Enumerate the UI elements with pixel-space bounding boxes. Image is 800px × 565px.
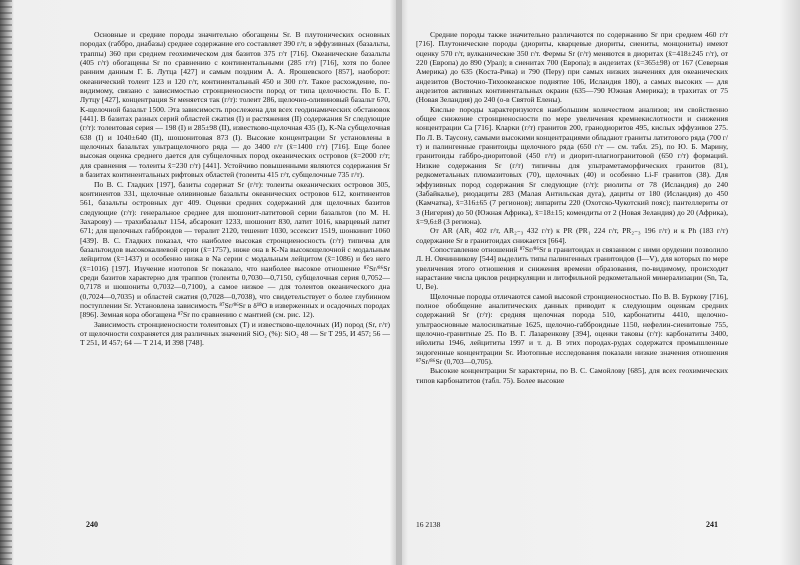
paragraph: Средние породы также значительно различаются по содержанию Sr при среднем 460 г/т [716]. Плутонические породы (диориты, кварцевые диориты, сиениты, монцониты) имеют оценку 570 г/т, вулканические 350 г/т. Фермы Sr (г/т) меняются в диоритах (x̄=418±245 г/т), от 220 (Европа) до 890 (Урал); в сиенитах 700 (Европа); в андезитах (x̄=365±98) от 167 (Северная Америка) до 635 (Коста-Рика) и 790 (Перу) при самых низких значениях для океанических андезитов (Восточно-Тихоокеанское поднятие 106, Исландия 180), а самых высоких — для андезитов активных континентальных окраин (635—790 Южная Америка); в трахитах от 75 (Новая Зеландия) до 240 (о-в Святой Елены).: [416, 30, 728, 105]
left-page: [80, 30, 390, 348]
signature-mark: 16 2138: [416, 520, 441, 529]
page-number-left: 240: [86, 520, 98, 529]
page-number-right: 241: [706, 520, 718, 529]
paragraph: Кислые породы характеризуются наибольшим количеством анализов; им свойственно общее снижение стронциеносности по мере увеличения кремнекислотности и снижения концентрации Ca [716]. Кларки (г/т) гранитов 200, гранодиоритов 495, кислых эффузивов 275. По Л. В. Таусону, самыми высокими концентрациями обладают граниты латитового ряда (700 г/т) и палингенные гранитоиды щелочного ряда (650 г/т — см. табл. 25), по Ю. Б. Марину, гранитоиды габбро-диоритовой (450 г/т) и диорит-плагиогранитовой (650 г/т) формаций. Низкие содержания Sr (г/т) типичны для ультраметаморфических гранитов (81), редкометальных плюмазитовых (70), щелочных (40) и особенно Li-F гранитов (38). Для эффузивных пород содержания Sr следующие (г/т): риолиты от 78 (Исландия) до 240 (Забайкалье), риодациты 283 (Малая Антильская дуга), дациты от 180 (Исландия) до 450 (Камчатка), x̄=316±65 (7 регионов); липариты 220 (Охотско-Чукотский пояс); пантеллериты от 3 (Нигерия) до 50 (Южная Африка), x̄=18±15; комендиты от 2 (Новая Зеландия) до 20 (Африка), x̄=9,6±8 (3 региона).: [416, 104, 728, 226]
book-gutter: [396, 0, 402, 565]
paragraph: Щелочные породы отличаются самой высокой стронциеносностью. По В. В. Буркову [716], полное обобщение аналитических данных приводит к следующим оценкам средних содержаний Sr (г/т): средняя щелочная порода 510, карбонатиты 4410, щелочно-ультраосновные малосилкатные 1625, щелочно-габброидные 1150, нефелин-сиенитовые 755, щелочно-гранитные 25. По В. Г. Лазаренкову [394], оценки таковы (г/т): карбонатиты 3400, ийолиты 1946, лейцититы 1997 и т. д. В этих породах-рудах содержатся промышленные эндогенные концентрации Sr. Изотопные исследования показали низкие значения отношения ⁸⁷Sr/⁸⁶Sr (0,703—0,705).: [416, 291, 728, 367]
paragraph: От AR (AR₁ 402 г/т, AR₂₋₃ 432 г/т) к PR (PR₁ 224 г/т, PR₂₋₃ 196 г/т) и к Ph (183 г/т) содержание Sr в гранитоидах снижается [664].: [416, 226, 728, 245]
paragraph: По В. С. Гладких [197], базиты содержат Sr (г/т): толеиты океанических островов 305, континентов 331, щелочные оливиновые базальты океанических островов 612, континентов 561, базальты островных дуг 409. Оценки средних содержаний для щелочных базитов следующие (г/т): генеральное среднее для шошонит-латитовой серии базальтов (по М. Н. Захарову) — трахибазальт 1154, абсарокит 1233, шошонит 830, латит 1016, кварцевый латит 671; для щелочных габброидов — тералит 2120, тешенит 1030, эссексит 1519, шонкинит 1060 [439]. В. С. Гладких показал, что наиболее высокая стронциеносность (г/т) типична для базальтоидов высококалиевой серии (x̄=1757), ниже она в K-Na высокощелочной с модальным лейцитом (x̄=1437) и особенно низка в Na серии с модальным лейцитом (x̄=1086) и без него (x̄=1016) [197]. Изучение изотопов Sr показало, что наиболее высокое отношение ⁸⁷Sr/⁸⁶Sr среди базитов характерно для траппов (толеиты 0,7030—0,7150, субщелочная серия 0,7052—0,7178 и шошониты 0,7032—0,7100), а самое низкое — для толеитов океанического дна (0,7024—0,7035) и областей сжатия (0,7028—0,7038), что свидетельствует о более глубинном поступлении Sr. Установлена зависимость ⁸⁷Sr/⁸⁶Sr в δ¹⁸O в изверженных и осадочных породах [896]. Земная кора обогащена ⁸⁷Sr по сравнению с мантией (см. рис. 12).: [80, 179, 390, 320]
paragraph: Зависимость стронциеносности толеитовых (T) и известково-щелочных (И) пород (Sr, г/т) от щелочности сохраняется для различных значений SiO₂ (%): SiO₂ 48 — Sr T 295, И 457; 56 — T 251, И 457; 64 — T 214, И 398 [748].: [80, 319, 390, 348]
right-page: [416, 30, 728, 385]
paragraph: Сопоставление отношений ⁸⁷Sr/⁸⁶Sr в гранитоидах и связанном с ними орудении позволило Л. Н. Овчинникову [544] выделить типы палингенных гранитоидов (I—V), для которых по мере увеличения этого отношения и снижения времени образования, по-видимому, происходит нарастание числа циклов рециркуляции и литофильной редкометальной минерализации (Sn, Ta, U, Be).: [416, 244, 728, 292]
paragraph: Основные и средние породы значительно обогащены Sr. В плутонических основных породах (габбро, диабазы) среднее содержание его составляет 390 г/т, в эффузивных (базальты, траппы) 360 при среднем геохимическом для базитов 375 г/т [716]. Океанические базальты (405 г/т) обогащены Sr по сравнению с континентальными (285 г/т) [716], хотя по более ранним данным Г. Б. Лутца [427] и самым поздним А. А. Ярошевского [857], наоборот: океанический толеит 123 и 120 г/т, континентальный 450 и 300 г/т. Такое расхождение, по-видимому, связано с зависимостью стронциеносности пород от типа целочности. По Б. Г. Лутцу [427], концентрация Sr меняется так (г/т): толеит 286, щелочно-оливиновый базальт 670, K-щелочной базальт 1500. Эта зависимость прослежена для всех геодинамических обстановок [441]. В базитах разных серий областей сжатия (I) и растяжения (II) содержания Sr следующие (г/т): толеитовая серия — 198 (I) и 285±98 (II), известково-щелочная 435 (I), K-Na субщелочная 638 (I) и 1040±640 (II), шошонитовая 873 (I). Высокие концентрации Sr установлены в щелочных базальтах ультращелочного ряда — до 3400 г/т (x̄=1400 г/т) [716]. Еще более высокая оценка среднего дается для субщелочных пород океанических островов (x̄=2000 г/т; для сравнения — толеиты x̄=230 г/т) [441]. Устойчиво повышенными являются содержания Sr в базитах континентальных рифтовых областей (толеиты 415 г/т, субщелочные 735 г/т).: [80, 30, 390, 180]
scan-edge: [0, 0, 12, 565]
paragraph: Высокие концентрации Sr характерны, по В. С. Самойлову [685], для всех геохимических типов карбонатитов (табл. 75). Более высокие: [416, 366, 728, 385]
